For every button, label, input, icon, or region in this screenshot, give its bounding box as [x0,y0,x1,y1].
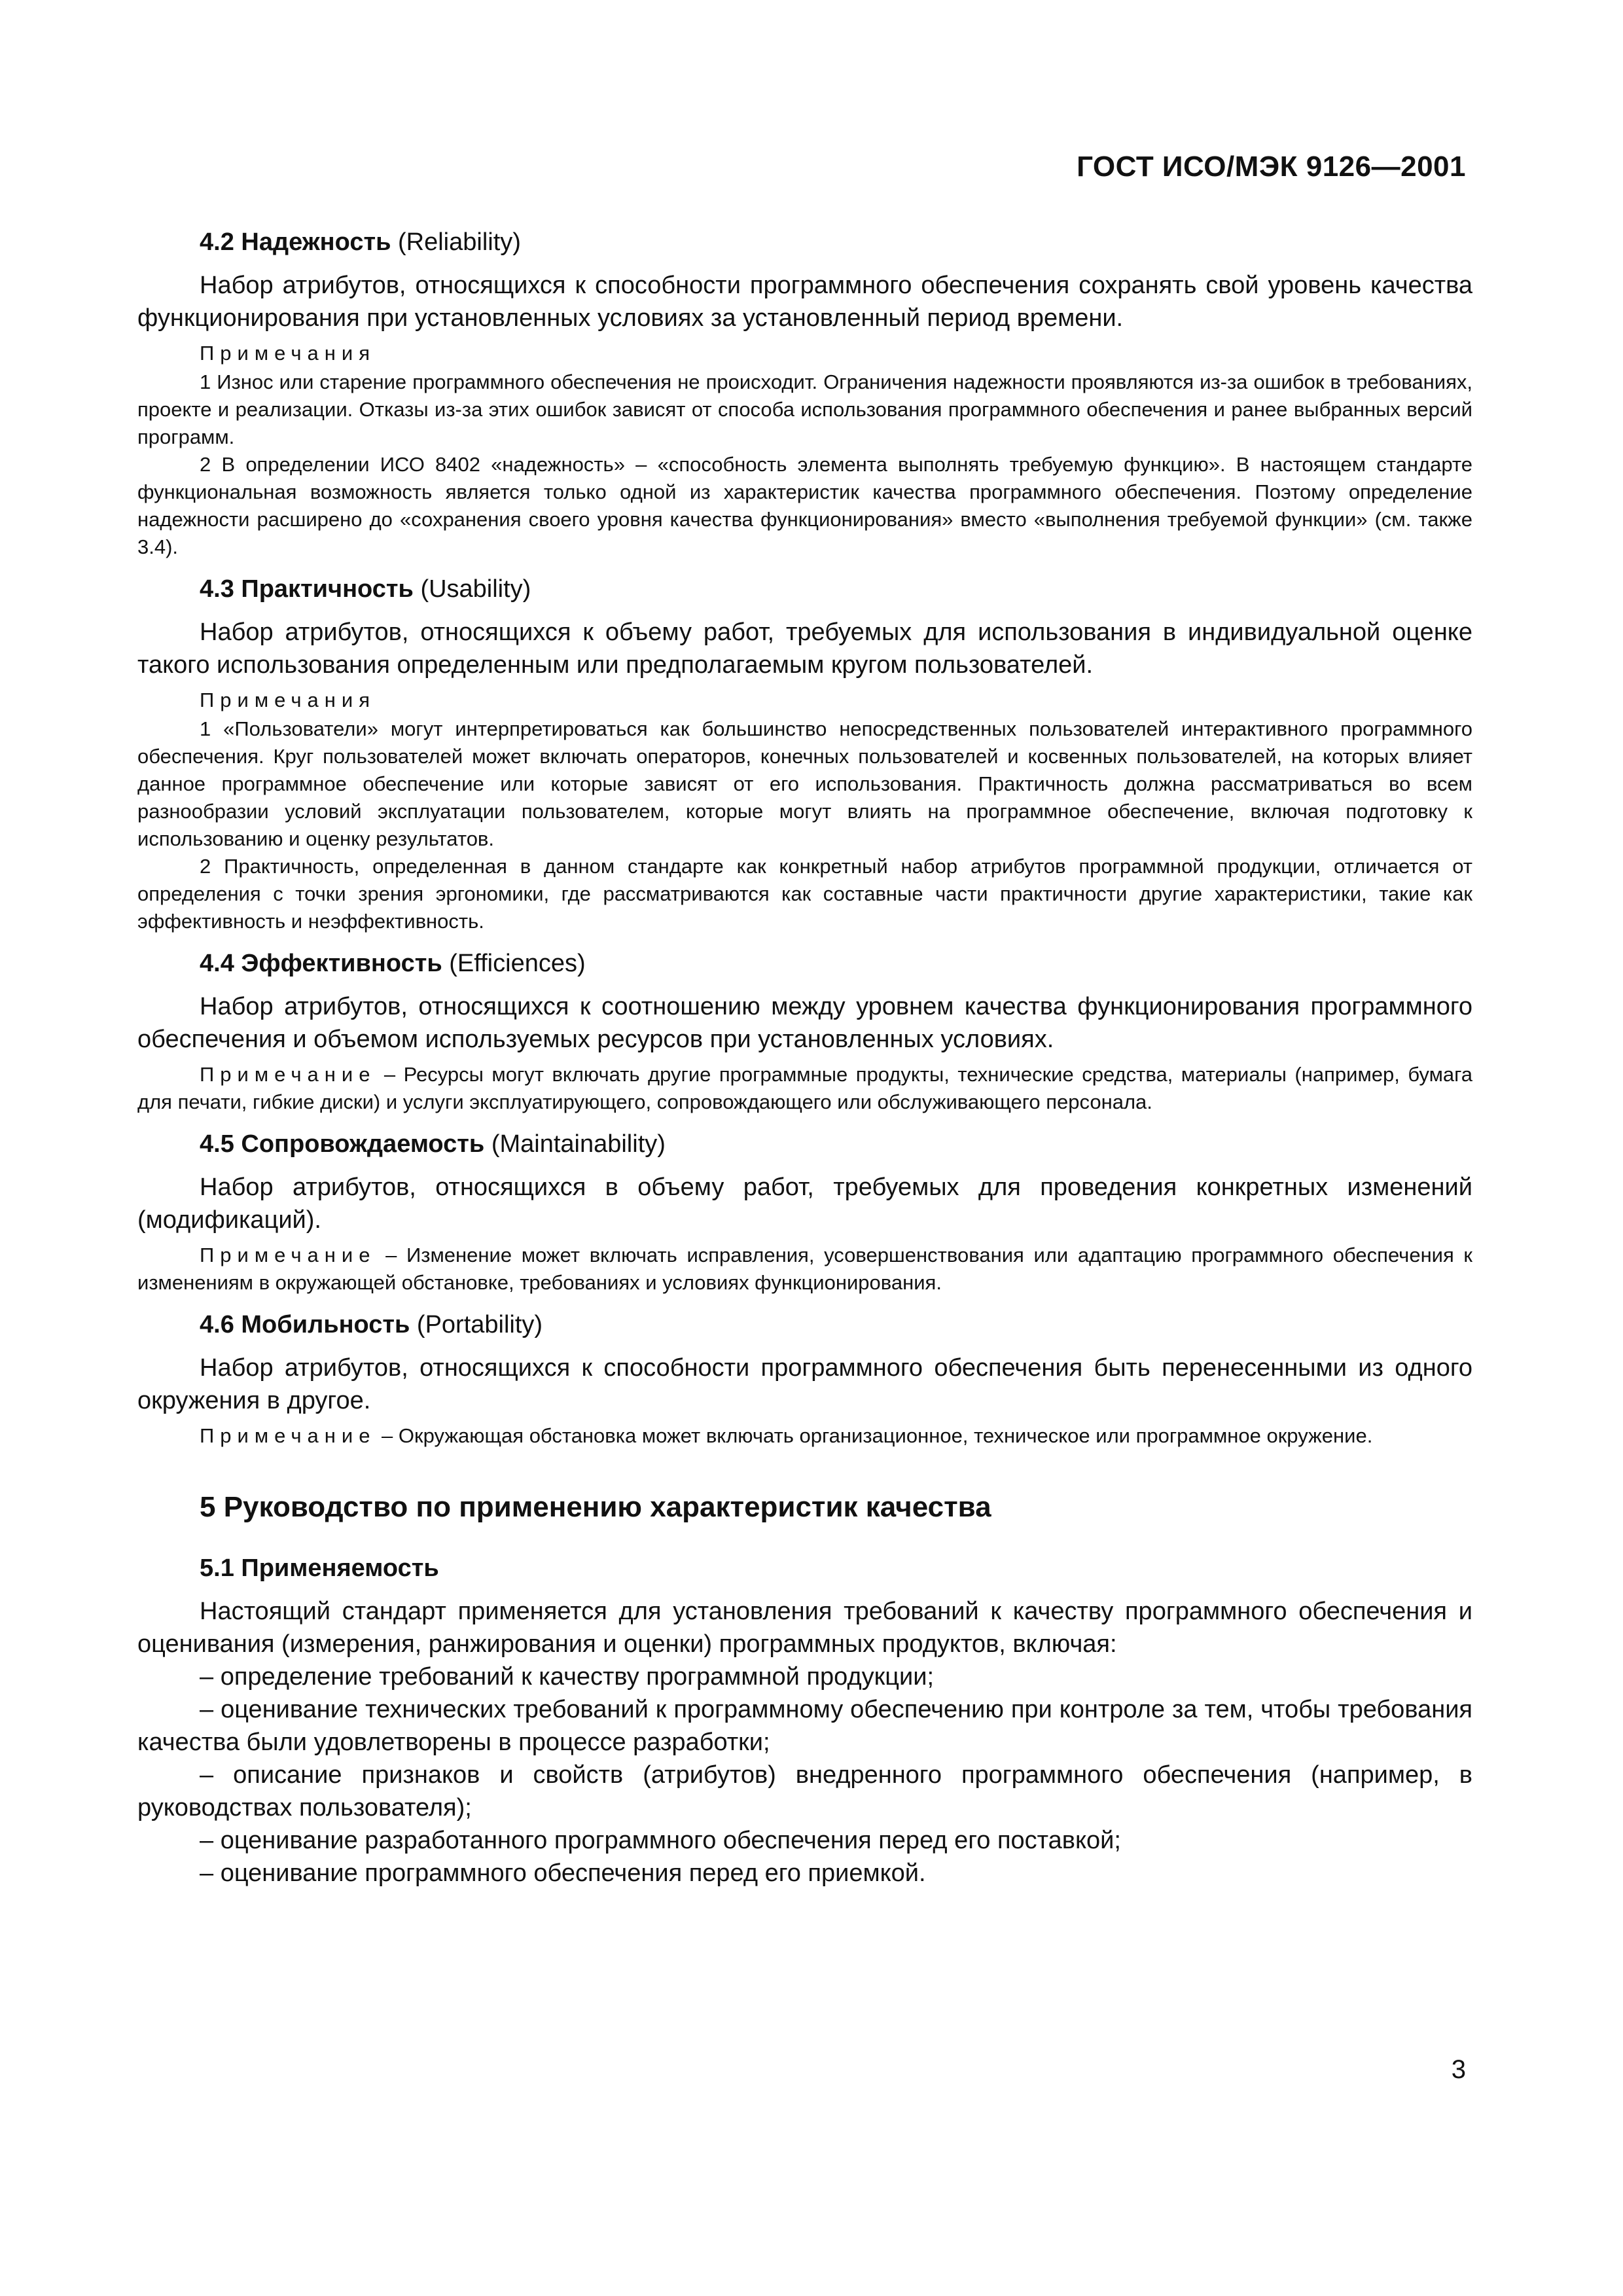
section-4-6 [137,1308,1472,1450]
note-item [137,1422,1472,1450]
note-text: – Окружающая обстановка может включать организационное, техническое или программное окружение. [376,1424,1373,1447]
section-heading [200,1308,1472,1341]
section-title: Практичность [241,575,414,603]
note-label: Примечание [200,1424,376,1447]
note-item: 1 Износ или старение программного обеспечения не происходит. Ограничения надежности проявляются из-за ошибок в требованиях, проекте и реализации. Отказы из-за этих ошибок зависят от способа использования программного обеспечения и ранее выбранных версий программ. [137,370,1472,448]
section-title: Мобильность [241,1311,410,1338]
section-body: Набор атрибутов, относящихся к способности программного обеспечения сохранять свой уровень качества функционирования при установленных условиях за установленный период времени. [137,272,1472,332]
note-text: – Ресурсы могут включать другие программные продукты, технические средства, материалы (например, бумага для печати, гибкие диски) и услуги эксплуатирующего, сопровождающего или обслуживающего персонала. [137,1063,1472,1113]
note-item [137,1061,1472,1116]
section-title: Сопровождаемость [241,1130,485,1158]
list-item: – определение требований к качеству программной продукции; [200,1663,935,1691]
list-item: – оценивание программного обеспечения перед его приемкой. [200,1859,926,1887]
section-5-1-title: 5.1 Применяемость [200,1554,439,1582]
section-title: Надежность [241,228,391,256]
section-number: 4.2 [200,228,234,256]
notes-heading: Примечания [200,342,376,365]
section-number: 4.5 [200,1130,234,1158]
note-item [137,1242,1472,1297]
section-title-en: (Efficiences) [449,950,586,977]
section-title-en: (Reliability) [398,228,521,256]
section-title-en: (Portability) [416,1311,543,1338]
section-4-4 [137,947,1472,1116]
section-heading [200,1128,1472,1160]
section-body: Набор атрибутов, относящихся к способности программного обеспечения быть перенесенными из одного окружения в другое. [137,1354,1472,1414]
chapter-5-title: 5 Руководство по применению характеристик качества [200,1491,991,1523]
note-item: 2 В определении ИСО 8402 «надежность» – «способность элемента выполнять требуемую функцию». В настоящем стандарте функциональная возможность является только одной из характеристик качества программного обеспечения. Поэтому определение надежности расширено до «сохранения своего уровня качества функционирования» вместо «выполнения требуемой функции» (см. также 3.4). [137,453,1472,558]
section-heading [200,573,1472,605]
section-body: Набор атрибутов, относящихся к соотношению между уровнем качества функционирования программного обеспечения и объемом используемых ресурсов при установленных условиях. [137,993,1472,1053]
note-item: 1 «Пользователи» могут интерпретироваться как большинство непосредственных пользователей интерактивного программного обеспечения. Круг пользователей может включать операторов, конечных пользователей и косвенных пользователей, на которых влияет данное программное обеспечение или которые зависят от его использования. Практичность должна рассматриваться во всем разнообразии условий эксплуатации пользователем, которые могут влиять на программное обеспечение, включая подготовку к использованию и оценку результатов. [137,717,1472,850]
section-4-2 [137,226,1472,561]
note-text: – Изменение может включать исправления, усовершенствования или адаптацию программного обеспечения к изменениям в окружающей обстановке, требованиях и условиях функционирования. [137,1244,1472,1294]
list-item: – оценивание технических требований к программному обеспечению при контроле за тем, чтобы требования качества были удовлетворены в процессе разработки; [137,1696,1472,1756]
list-item: – описание признаков и свойств (атрибутов) внедренного программного обеспечения (например, в руководствах пользователя); [137,1761,1472,1821]
notes-heading: Примечания [200,689,376,711]
document-content [137,226,1472,1890]
section-5-1-intro: Настоящий стандарт применяется для установления требований к качеству программного обеспечения и оценивания (измерения, ранжирования и оценки) программных продуктов, включая: [137,1598,1472,1658]
note-label: Примечание [200,1244,376,1266]
note-item: 2 Практичность, определенная в данном стандарте как конкретный набор атрибутов программной продукции, отличается от определения с точки зрения эргономики, где рассматриваются как составные части практичности другие характеристики, такие как эффективность и неэффективность. [137,855,1472,933]
section-heading [200,226,1472,259]
section-4-5 [137,1128,1472,1297]
section-4-3 [137,573,1472,935]
section-body: Набор атрибутов, относящихся к объему работ, требуемых для использования в индивидуальной оценке такого использования определенным или предполагаемым кругом пользователей. [137,619,1472,679]
standard-code-header: ГОСТ ИСО/МЭК 9126—2001 [1077,151,1466,183]
page-number: 3 [1451,2055,1466,2084]
list-item: – оценивание разработанного программного обеспечения перед его поставкой; [200,1827,1121,1854]
section-heading [200,947,1472,980]
section-number: 4.6 [200,1311,234,1338]
section-title: Эффективность [241,950,442,977]
section-number: 4.3 [200,575,234,603]
section-number: 4.4 [200,950,234,977]
section-body: Набор атрибутов, относящихся в объему работ, требуемых для проведения конкретных изменений (модификаций). [137,1174,1472,1234]
section-title-en: (Usability) [420,575,531,603]
section-title-en: (Maintainability) [491,1130,666,1158]
note-label: Примечание [200,1063,376,1086]
